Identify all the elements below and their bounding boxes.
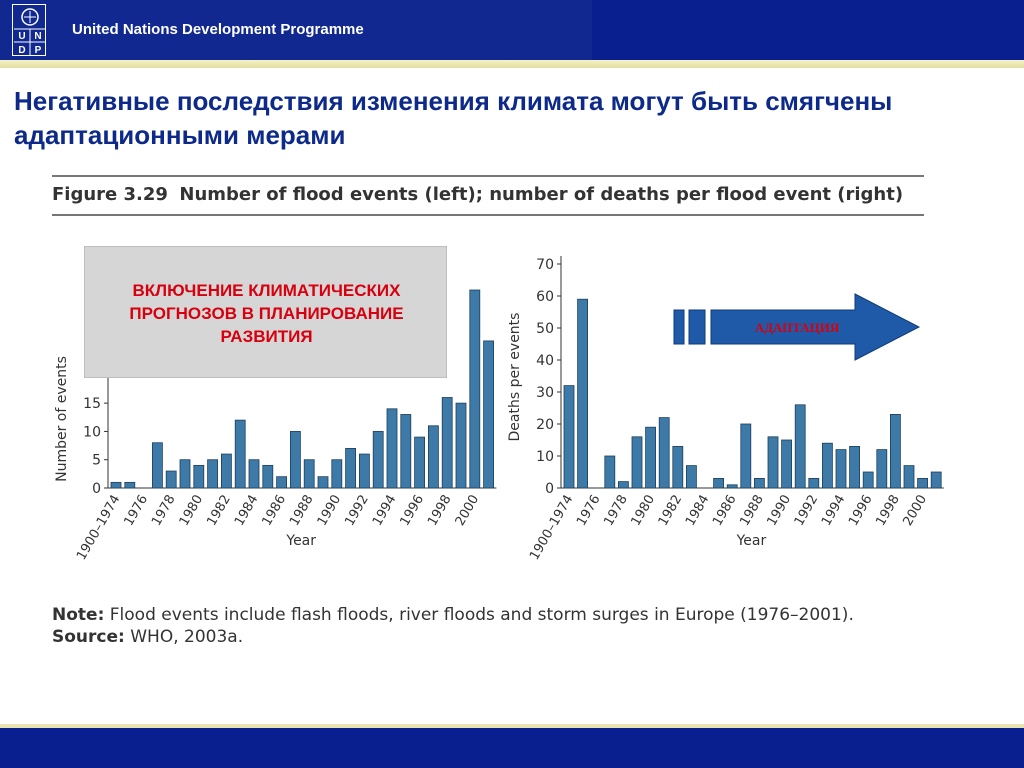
left-x-tick-label: 1982 — [204, 492, 234, 529]
organization-name: United Nations Development Programme — [72, 21, 364, 38]
left-bar-1975 — [125, 482, 135, 488]
left-bar-1994 — [387, 409, 397, 488]
left-bar-2000 — [470, 290, 480, 488]
right-bar-1979 — [632, 437, 642, 488]
right-bar-1988 — [754, 478, 764, 488]
note-label: Note: — [52, 605, 105, 625]
right-x-tick-label: 1996 — [846, 492, 876, 529]
right-bar-1995 — [850, 446, 860, 488]
right-bar-1997 — [877, 450, 887, 488]
right-bar-1990 — [782, 440, 792, 488]
right-bar-1989 — [768, 437, 778, 488]
left-y-axis-label: Number of events — [54, 356, 70, 482]
left-x-axis-label: Year — [286, 533, 317, 549]
right-x-tick-label: 1994 — [818, 492, 849, 529]
right-x-tick-label: 1986 — [710, 492, 740, 529]
left-bar-1992 — [359, 454, 369, 488]
left-bar-1998 — [442, 397, 452, 488]
logo-letter-d: D — [18, 45, 26, 56]
right-x-axis-label: Year — [736, 533, 767, 549]
figure-label: Figure 3.29 — [52, 184, 168, 205]
left-bar-1986 — [277, 477, 287, 488]
left-bar-1978 — [166, 471, 176, 488]
left-x-tick-label: 1990 — [314, 492, 345, 529]
right-bar-1981 — [659, 418, 669, 488]
right-y-tick-label: 40 — [536, 353, 554, 369]
right-bar-2000 — [918, 478, 928, 488]
left-bar-1985 — [263, 465, 273, 488]
figure-caption-text: Number of flood events (left); number of deaths per flood event (right) — [179, 184, 904, 205]
left-x-tick-label: 2000 — [452, 492, 483, 529]
slide-footer — [0, 728, 1024, 768]
left-bar-1997 — [428, 426, 438, 488]
right-bar-1983 — [686, 466, 696, 488]
right-bar-1980 — [646, 427, 656, 488]
right-x-tick-label: 1984 — [682, 492, 713, 529]
right-bar-1978 — [618, 482, 628, 488]
left-y-tick-label: 0 — [92, 481, 101, 497]
right-x-tick-label: 1980 — [628, 492, 659, 529]
arrow-tail-bar-1 — [674, 310, 684, 344]
left-x-tick-label: 1992 — [342, 492, 372, 529]
right-bar-1999 — [904, 466, 914, 488]
left-bar-1995 — [401, 414, 411, 488]
left-bar-1984 — [249, 460, 259, 488]
right-bar-2001 — [931, 472, 941, 488]
right-x-tick-label: 1976 — [574, 492, 604, 529]
left-x-tick-label: 1980 — [176, 492, 207, 529]
left-bar-1981 — [208, 460, 218, 488]
right-y-tick-label: 70 — [536, 257, 554, 273]
planning-callout-line3: РАЗВИТИЯ — [220, 327, 313, 346]
left-y-tick-label: 5 — [92, 452, 101, 469]
right-bar-1975 — [578, 299, 588, 488]
left-x-tick-label: 1900–1974 — [74, 492, 124, 563]
right-bar-1977 — [605, 456, 615, 488]
right-bar-1993 — [822, 443, 832, 488]
right-x-tick-label: 1998 — [873, 492, 903, 529]
right-y-tick-label: 10 — [536, 449, 554, 465]
left-x-tick-label: 1988 — [287, 492, 317, 529]
right-bar-1991 — [795, 405, 805, 488]
left-bar-1991 — [346, 448, 356, 488]
source-label: Source: — [52, 627, 125, 647]
right-x-tick-label: 1982 — [655, 492, 686, 529]
adaptation-arrow — [672, 292, 922, 364]
right-bar-1998 — [890, 414, 900, 488]
logo-letter-u: U — [18, 31, 26, 42]
left-bar-1900–1974 — [111, 482, 121, 488]
logo-letter-p: P — [34, 45, 42, 56]
right-x-tick-label: 1988 — [737, 492, 767, 529]
left-x-tick-label: 1978 — [149, 492, 179, 529]
right-x-tick-label: 1992 — [791, 492, 822, 529]
left-bar-1982 — [221, 454, 231, 488]
left-x-tick-label: 1984 — [231, 492, 262, 529]
left-bar-1993 — [373, 431, 383, 488]
right-y-tick-label: 20 — [536, 417, 554, 433]
arrow-tail-bar-2 — [689, 310, 705, 344]
slide-title-line2: адаптационными мерами — [14, 120, 346, 150]
left-x-tick-label: 1976 — [121, 492, 152, 529]
left-bar-1979 — [180, 460, 190, 488]
planning-callout-line2: ПРОГНОЗОВ В ПЛАНИРОВАНИЕ — [129, 304, 404, 323]
left-x-tick-label: 1998 — [425, 492, 455, 529]
figure-note — [52, 604, 854, 648]
right-bar-1986 — [727, 485, 737, 488]
left-bar-1989 — [318, 477, 328, 488]
left-bar-1999 — [456, 403, 466, 488]
right-y-tick-label: 0 — [545, 481, 554, 497]
left-bar-1988 — [304, 460, 314, 488]
right-x-tick-label: 1990 — [764, 492, 795, 529]
right-y-tick-label: 60 — [536, 289, 554, 305]
arrow-label: АДАПТАЦИЯ — [754, 320, 840, 335]
left-bar-2001 — [484, 341, 494, 488]
right-bar-1992 — [809, 478, 819, 488]
right-bar-1900–1974 — [564, 386, 574, 488]
left-x-tick-label: 1994 — [369, 492, 400, 529]
left-y-tick-label: 10 — [83, 424, 101, 441]
left-x-tick-label: 1986 — [259, 492, 290, 529]
left-bar-1980 — [194, 465, 204, 488]
planning-callout-box — [84, 246, 447, 378]
left-y-tick-label: 15 — [83, 396, 101, 413]
right-bar-1985 — [714, 478, 724, 488]
left-x-tick-label: 1996 — [397, 492, 428, 529]
left-bar-1977 — [152, 443, 162, 488]
right-y-tick-label: 30 — [536, 385, 554, 401]
source-text: WHO, 2003a. — [130, 627, 244, 647]
right-x-tick-label: 1900–1974 — [527, 492, 577, 563]
right-x-tick-label: 2000 — [900, 492, 931, 529]
planning-callout-line1: ВКЛЮЧЕНИЕ КЛИМАТИЧЕСКИХ — [132, 281, 401, 300]
note-text: Flood events include flash floods, river floods and storm surges in Europe (1976–2001). — [109, 605, 854, 625]
right-bar-1987 — [741, 424, 751, 488]
right-y-axis-label: Deaths per events — [507, 312, 523, 442]
right-bar-1994 — [836, 450, 846, 488]
left-bar-1983 — [235, 420, 245, 488]
right-bar-1982 — [673, 446, 683, 488]
slide-title-line1: Негативные последствия изменения климата могут быть смягчены — [14, 86, 893, 116]
left-bar-1987 — [290, 431, 300, 488]
right-y-tick-label: 50 — [536, 321, 554, 337]
right-bar-1996 — [863, 472, 873, 488]
right-x-tick-label: 1978 — [601, 492, 631, 529]
planning-callout-text — [85, 279, 448, 348]
logo-letter-n: N — [34, 31, 42, 42]
left-bar-1996 — [415, 437, 425, 488]
left-bar-1990 — [332, 460, 342, 488]
